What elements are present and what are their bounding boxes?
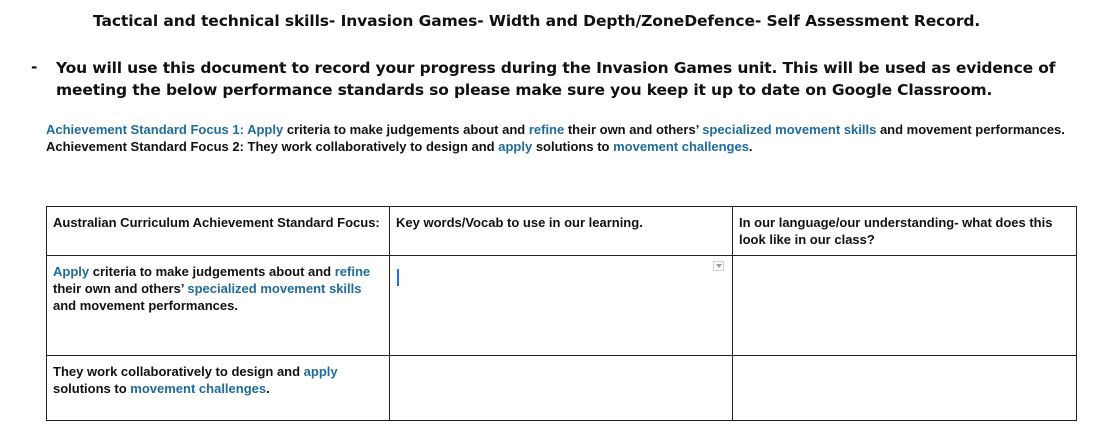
achievement-standards [46, 121, 1076, 155]
keyword-refine: refine [334, 264, 371, 279]
cell-text: solutions to [53, 381, 131, 396]
cell-text: and movement performances. [53, 298, 238, 313]
intro-paragraph: You will use this document to record your progress during the Invasion Games unit. This will be used as evidence of meeting the below performance standards so please make sure you keep it up to date on Google Classroom. [56, 59, 1056, 99]
cell-text: . [266, 381, 270, 396]
cell-text: their own and others’ [53, 281, 188, 296]
table-row [47, 256, 1077, 356]
cell-text: They work collaboratively to design and [53, 364, 304, 379]
keyword-movement-challenges: movement challenges [613, 139, 749, 154]
standard-focus-cell [47, 356, 390, 421]
keyword-apply: apply [303, 364, 338, 379]
header-key-words: Key words/Vocab to use in our learning. [390, 207, 733, 256]
focus-2-label: Achievement Standard Focus 2: They work collaboratively to design and [46, 139, 499, 154]
text-cursor [397, 269, 399, 286]
keyword-movement-challenges: movement challenges [130, 381, 267, 396]
focus-1-text: and movement performances. [876, 122, 1065, 137]
focus-1-label: Achievement Standard Focus 1: [46, 122, 248, 137]
standard-focus-cell [47, 256, 390, 356]
keyword-refine: refine [528, 122, 565, 137]
focus-1-text: criteria to make judgements about and [283, 122, 529, 137]
keyword-apply: Apply [53, 264, 90, 279]
cell-text: criteria to make judgements about and [89, 264, 335, 279]
focus-2-text: . [748, 139, 753, 154]
keyword-specialized-movement-skills: specialized movement skills [702, 122, 877, 137]
dropdown-arrow-icon[interactable] [713, 261, 724, 271]
header-our-understanding: In our language/our understanding- what does this look like in our class? [733, 207, 1077, 256]
table-header-row [47, 207, 1077, 256]
key-words-input-cell[interactable] [390, 356, 733, 421]
bullet-marker: - [31, 58, 38, 76]
document-title: Tactical and technical skills- Invasion Games- Width and Depth/ZoneDefence- Self Assessment Record. [93, 12, 981, 30]
focus-2-text: solutions to [532, 139, 614, 154]
key-words-input-cell[interactable] [390, 256, 733, 356]
keyword-apply: Apply [247, 122, 284, 137]
keyword-specialized-movement-skills: specialized movement skills [187, 281, 362, 296]
standard-focus-2 [46, 138, 1076, 155]
self-assessment-table [46, 206, 1077, 421]
keyword-apply: apply [498, 139, 533, 154]
standard-focus-1 [46, 121, 1076, 138]
header-standard-focus: Australian Curriculum Achievement Standard Focus: [47, 207, 390, 256]
table-row [47, 356, 1077, 421]
focus-1-text: their own and others’ [564, 122, 703, 137]
key-words-editable[interactable] [396, 263, 726, 349]
understanding-input-cell[interactable] [733, 256, 1077, 356]
understanding-input-cell[interactable] [733, 356, 1077, 421]
